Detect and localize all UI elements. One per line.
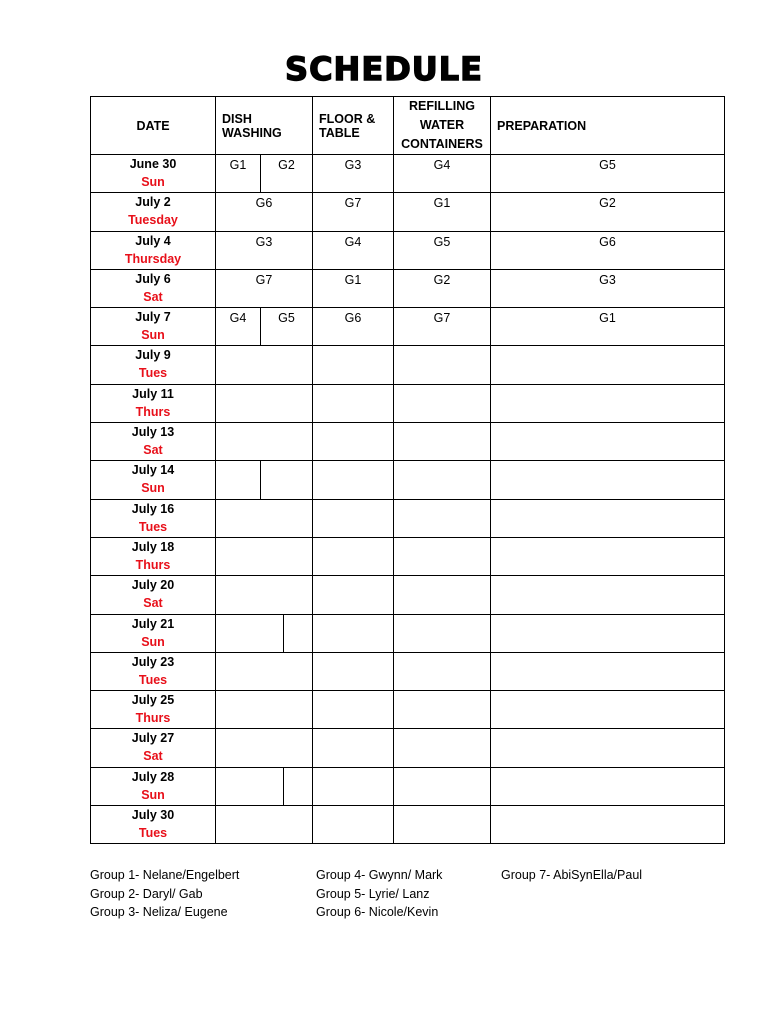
preparation-cell [491,652,725,690]
date-cell [91,652,216,690]
floor-table-group: G3 [344,158,362,172]
refilling-group [394,500,490,501]
dish-washing-group-a: G1 [229,158,247,172]
refilling-group [394,768,490,769]
preparation-group [491,806,724,807]
date-label: July 13 [131,425,175,440]
dish-washing-cell [216,423,313,461]
dish-washing-group [216,500,312,501]
preparation-group [491,729,724,730]
preparation-cell [491,691,725,729]
group-legend-col2 [316,866,442,922]
header-refilling [394,97,491,155]
date-cell [91,155,216,193]
date-label: June 30 [129,157,177,171]
group-7-label: Group 7- AbiSynElla/Paul [501,868,643,882]
group-6-label: Group 6- Nicole/Kevin [316,905,439,919]
preparation-group [491,576,724,577]
table-row [91,499,725,537]
floor-table-group [313,729,393,730]
date-label: July 23 [131,654,175,669]
dish-washing-group [216,691,312,692]
date-label: July 6 [135,271,171,286]
refilling-cell [394,537,491,575]
day-label: Sun [141,175,165,189]
table-row [91,346,725,384]
table-row [91,155,725,193]
floor-table-group: G1 [344,272,362,287]
floor-table-group [313,768,393,769]
date-label: July 21 [131,616,175,631]
floor-table-cell [313,806,394,844]
date-cell [91,461,216,499]
header-refill-line3: CONTAINERS [401,137,483,151]
refilling-cell [394,729,491,767]
refilling-group: G7 [433,311,451,326]
dish-washing-cell [216,537,313,575]
dish-washing-group: G6 [255,196,273,211]
refilling-cell [394,308,491,346]
date-label: July 18 [131,539,175,554]
refilling-cell [394,384,491,422]
refilling-cell [394,269,491,307]
dish-washing-group: G3 [255,234,273,249]
date-cell [91,231,216,269]
day-label: Sun [141,634,165,649]
dish-washing-cell [216,346,313,384]
dish-washing-divider [283,615,284,652]
preparation-group: G5 [599,158,616,172]
floor-table-group [313,423,393,424]
dish-washing-group [216,423,312,424]
refilling-group [394,346,490,347]
dish-washing-group [216,385,312,386]
date-label: July 30 [131,808,175,823]
preparation-cell [491,193,725,231]
date-label: July 27 [131,731,175,746]
dish-washing-cell [216,499,313,537]
day-label: Thurs [135,404,171,419]
table-row [91,308,725,346]
header-refill-line1: REFILLING [409,99,475,113]
preparation-group [491,691,724,692]
refilling-cell [394,346,491,384]
header-floor-line1: FLOOR & [319,111,376,126]
preparation-group [491,615,724,616]
refilling-group: G4 [433,158,451,172]
floor-table-cell [313,537,394,575]
floor-table-group [313,806,393,807]
date-cell [91,384,216,422]
floor-table-group [313,653,393,654]
table-row [91,537,725,575]
preparation-group [491,423,724,424]
table-row [91,691,725,729]
table-row [91,806,725,844]
group-3-label: Group 3- Neliza/ Eugene [90,905,228,919]
floor-table-group [313,461,393,462]
preparation-cell [491,767,725,805]
preparation-cell [491,231,725,269]
table-row [91,614,725,652]
table-row [91,461,725,499]
day-label: Tuesday [128,213,178,228]
group-legend-col3 [501,866,642,885]
dish-washing-group [216,538,312,539]
page-title: SCHEDULE [285,50,483,88]
preparation-cell [491,155,725,193]
date-label: July 9 [135,348,171,363]
date-label: July 28 [131,769,175,784]
date-cell [91,423,216,461]
preparation-group [491,385,724,386]
dish-washing-group [216,729,312,730]
floor-table-cell [313,308,394,346]
day-label: Tues [138,519,168,534]
floor-table-group [313,615,393,616]
day-label: Tues [138,366,168,381]
preparation-cell [491,346,725,384]
preparation-group [491,500,724,501]
group-2-label: Group 2- Daryl/ Gab [90,886,203,901]
floor-table-cell [313,384,394,422]
floor-table-cell [313,576,394,614]
header-floor-table [313,97,394,155]
day-label: Sat [143,749,163,764]
refilling-group: G2 [433,272,451,287]
date-label: July 14 [131,463,175,478]
date-cell [91,691,216,729]
group-5-label: Group 5- Lyrie/ Lanz [316,886,430,901]
date-label: July 7 [135,310,171,325]
preparation-cell [491,614,725,652]
table-row [91,576,725,614]
dish-washing-cell [216,193,313,231]
dish-washing-cell [216,231,313,269]
header-refill-line2: WATER [419,118,465,132]
refilling-cell [394,499,491,537]
preparation-group: G2 [599,196,616,211]
preparation-cell [491,269,725,307]
table-row [91,231,725,269]
header-dish-line1: DISH [222,111,252,126]
dish-washing-group: G7 [255,272,273,287]
refilling-cell [394,231,491,269]
day-label: Sat [143,443,163,458]
dish-washing-group [216,806,312,807]
preparation-group: G6 [599,234,616,249]
preparation-group [491,346,724,347]
floor-table-group [313,538,393,539]
floor-table-group: G6 [344,311,362,326]
day-label: Sat [143,596,163,611]
refilling-group [394,423,490,424]
day-label: Thurs [135,711,171,726]
dish-washing-cell [216,729,313,767]
preparation-group [491,461,724,462]
day-label: Thurs [135,557,171,572]
dish-washing-group [216,653,312,654]
preparation-group [491,653,724,654]
floor-table-cell [313,461,394,499]
dish-washing-group-b: G2 [278,158,295,172]
floor-table-cell [313,691,394,729]
dish-washing-cell [216,576,313,614]
refilling-cell [394,423,491,461]
dish-washing-cell [216,652,313,690]
floor-table-cell [313,155,394,193]
preparation-cell [491,729,725,767]
table-row [91,269,725,307]
refilling-cell [394,614,491,652]
table-row [91,384,725,422]
preparation-group [491,768,724,769]
preparation-cell [491,461,725,499]
group-4-label: Group 4- Gwynn/ Mark [316,868,443,882]
floor-table-cell [313,231,394,269]
date-cell [91,308,216,346]
date-cell [91,767,216,805]
floor-table-cell [313,614,394,652]
refilling-cell [394,576,491,614]
floor-table-cell [313,269,394,307]
refilling-group [394,461,490,462]
refilling-group: G1 [433,196,451,211]
schedule-table [90,96,725,844]
date-label: July 4 [135,233,171,248]
date-cell [91,614,216,652]
date-label: July 20 [131,578,175,593]
refilling-group [394,806,490,807]
floor-table-cell [313,729,394,767]
group-legend-col1 [90,866,239,922]
dish-washing-group-b: G5 [278,311,295,326]
day-label: Sun [141,328,165,343]
dish-washing-cell [216,614,313,652]
date-label: July 2 [135,195,171,210]
dish-washing-cell [216,269,313,307]
date-cell [91,346,216,384]
dish-washing-group [216,346,312,347]
refilling-group: G5 [433,234,451,249]
date-cell [91,499,216,537]
preparation-group: G1 [599,311,616,326]
refilling-cell [394,652,491,690]
table-row [91,423,725,461]
floor-table-group [313,576,393,577]
day-label: Sun [141,481,165,496]
floor-table-cell [313,423,394,461]
date-cell [91,193,216,231]
refilling-cell [394,806,491,844]
day-label: Thursday [124,251,182,266]
preparation-group [491,538,724,539]
date-cell [91,537,216,575]
table-row [91,767,725,805]
refilling-cell [394,193,491,231]
group-1-label: Group 1- Nelane/Engelbert [90,868,240,882]
table-header-row [91,97,725,155]
dish-washing-cell [216,767,313,805]
date-cell [91,806,216,844]
refilling-cell [394,461,491,499]
header-preparation: PREPARATION [491,97,725,155]
refilling-group [394,653,490,654]
dish-washing-divider [260,461,261,498]
preparation-cell [491,576,725,614]
preparation-group: G3 [599,272,616,287]
date-label: July 25 [131,693,175,708]
preparation-cell [491,499,725,537]
date-cell [91,729,216,767]
dish-washing-cell [216,461,313,499]
dish-washing-cell [216,806,313,844]
floor-table-group: G4 [344,234,362,249]
floor-table-cell [313,499,394,537]
date-cell [91,576,216,614]
floor-table-group [313,691,393,692]
floor-table-group [313,385,393,386]
header-dish-line2: WASHING [222,125,282,140]
refilling-group [394,691,490,692]
floor-table-cell [313,652,394,690]
refilling-cell [394,155,491,193]
refilling-group [394,615,490,616]
dish-washing-group-a: G4 [229,311,247,326]
header-date: DATE [91,97,216,155]
refilling-cell [394,767,491,805]
floor-table-group [313,500,393,501]
date-cell [91,269,216,307]
dish-washing-cell [216,155,313,193]
preparation-cell [491,384,725,422]
day-label: Tues [138,826,168,841]
preparation-cell [491,537,725,575]
day-label: Sat [143,289,163,304]
floor-table-group [313,346,393,347]
day-label: Sun [141,787,165,802]
preparation-cell [491,308,725,346]
dish-washing-group [216,576,312,577]
dish-washing-cell [216,384,313,422]
dish-washing-cell [216,691,313,729]
dish-washing-cell [216,308,313,346]
header-dish-washing [216,97,313,155]
floor-table-cell [313,346,394,384]
preparation-cell [491,423,725,461]
refilling-group [394,538,490,539]
date-label: July 11 [132,386,174,401]
table-row [91,652,725,690]
floor-table-cell [313,767,394,805]
refilling-group [394,385,490,386]
table-row [91,193,725,231]
day-label: Tues [138,672,168,687]
header-floor-line2: TABLE [319,125,360,140]
refilling-group [394,729,490,730]
preparation-cell [491,806,725,844]
table-row [91,729,725,767]
refilling-group [394,576,490,577]
date-label: July 16 [131,501,175,516]
floor-table-cell [313,193,394,231]
dish-washing-divider [283,768,284,805]
refilling-cell [394,691,491,729]
floor-table-group: G7 [344,196,362,211]
